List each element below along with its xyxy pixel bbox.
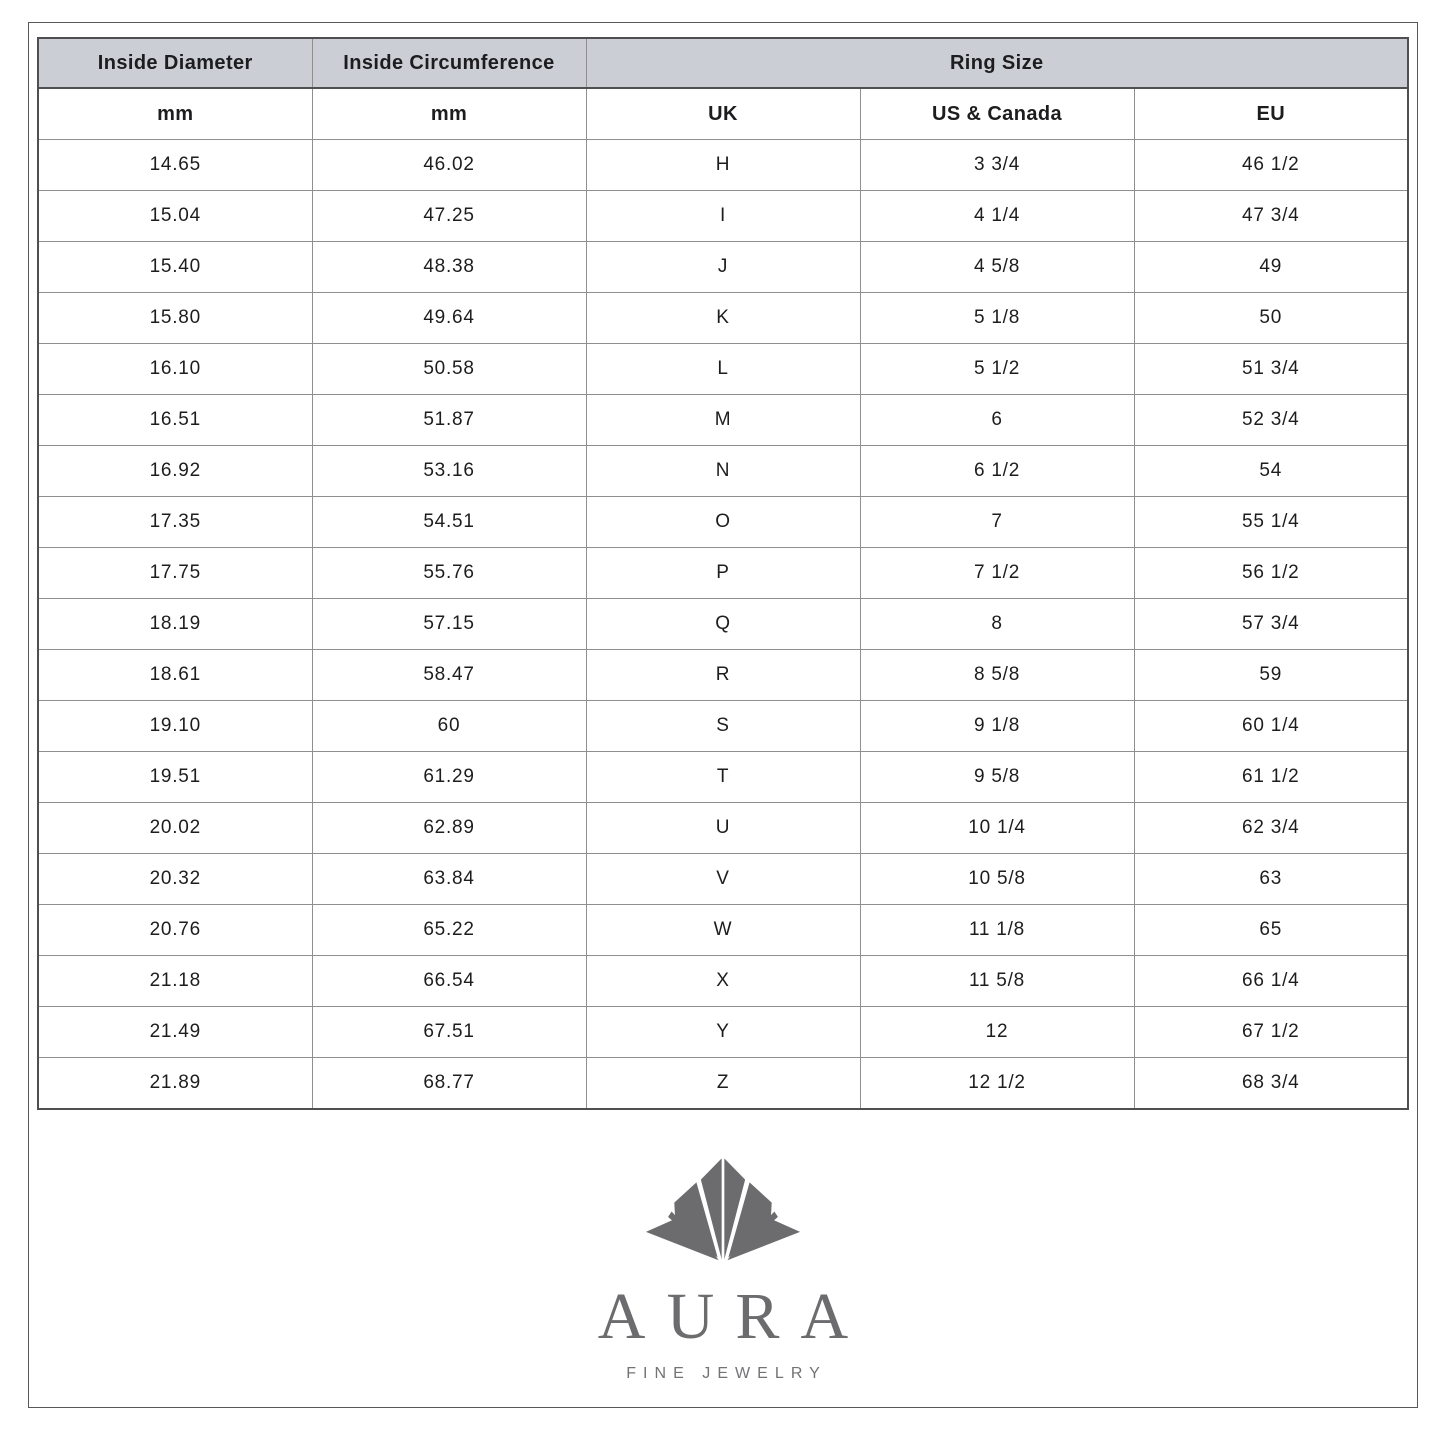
table-row	[38, 1007, 1408, 1058]
table-cell: 48.38	[312, 242, 586, 293]
header-us-canada: US & Canada	[860, 88, 1134, 140]
table-cell: 54	[1134, 446, 1408, 497]
table-row	[38, 803, 1408, 854]
table-row	[38, 242, 1408, 293]
table-row	[38, 956, 1408, 1007]
fan-lotus-icon	[623, 1146, 823, 1270]
table-cell: X	[586, 956, 860, 1007]
table-cell: 16.10	[38, 344, 312, 395]
table-cell: 67.51	[312, 1007, 586, 1058]
table-cell: 66.54	[312, 956, 586, 1007]
table-cell: 6 1/2	[860, 446, 1134, 497]
table-cell: 60 1/4	[1134, 701, 1408, 752]
table-cell: 51.87	[312, 395, 586, 446]
table-cell: 54.51	[312, 497, 586, 548]
brand-name: AURA	[597, 1280, 870, 1353]
table-cell: 5 1/8	[860, 293, 1134, 344]
table-cell: 11 1/8	[860, 905, 1134, 956]
table-cell: N	[586, 446, 860, 497]
table-cell: 14.65	[38, 140, 312, 191]
header-eu: EU	[1134, 88, 1408, 140]
outer-frame	[28, 22, 1418, 1408]
table-cell: 21.18	[38, 956, 312, 1007]
table-cell: V	[586, 854, 860, 905]
table-cell: 18.19	[38, 599, 312, 650]
table-cell: 7 1/2	[860, 548, 1134, 599]
table-cell: T	[586, 752, 860, 803]
table-row	[38, 752, 1408, 803]
table-cell: R	[586, 650, 860, 701]
table-cell: 61.29	[312, 752, 586, 803]
table-row	[38, 548, 1408, 599]
brand-tagline: FINE JEWELRY	[626, 1365, 827, 1382]
table-cell: 49	[1134, 242, 1408, 293]
table-cell: 65.22	[312, 905, 586, 956]
table-cell: 67 1/2	[1134, 1007, 1408, 1058]
table-cell: 17.35	[38, 497, 312, 548]
table-cell: W	[586, 905, 860, 956]
table-cell: 20.02	[38, 803, 312, 854]
table-cell: 4 5/8	[860, 242, 1134, 293]
table-cell: 6	[860, 395, 1134, 446]
table-cell: 63.84	[312, 854, 586, 905]
table-cell: I	[586, 191, 860, 242]
table-cell: P	[586, 548, 860, 599]
table-cell: K	[586, 293, 860, 344]
table-row	[38, 497, 1408, 548]
table-cell: 8	[860, 599, 1134, 650]
header-mm-diameter: mm	[38, 88, 312, 140]
table-cell: 46.02	[312, 140, 586, 191]
table-row	[38, 293, 1408, 344]
brand-logo	[37, 1146, 1409, 1382]
table-row	[38, 1058, 1408, 1110]
table-cell: 8 5/8	[860, 650, 1134, 701]
table-cell: 65	[1134, 905, 1408, 956]
table-cell: 55 1/4	[1134, 497, 1408, 548]
table-cell: 55.76	[312, 548, 586, 599]
table-cell: M	[586, 395, 860, 446]
table-row	[38, 701, 1408, 752]
table-cell: 53.16	[312, 446, 586, 497]
header-mm-circumference: mm	[312, 88, 586, 140]
table-cell: 15.80	[38, 293, 312, 344]
table-cell: 9 1/8	[860, 701, 1134, 752]
table-row	[38, 140, 1408, 191]
table-cell: 18.61	[38, 650, 312, 701]
table-cell: 47 3/4	[1134, 191, 1408, 242]
header-inside-circumference: Inside Circumference	[312, 38, 586, 88]
table-row	[38, 650, 1408, 701]
table-cell: 17.75	[38, 548, 312, 599]
header-unit-row	[38, 88, 1408, 140]
table-row	[38, 854, 1408, 905]
table-cell: L	[586, 344, 860, 395]
header-uk: UK	[586, 88, 860, 140]
table-cell: 12 1/2	[860, 1058, 1134, 1110]
table-cell: 68.77	[312, 1058, 586, 1110]
table-body	[38, 140, 1408, 1110]
table-cell: 62 3/4	[1134, 803, 1408, 854]
table-cell: 58.47	[312, 650, 586, 701]
table-row	[38, 446, 1408, 497]
table-cell: 16.51	[38, 395, 312, 446]
table-cell: 3 3/4	[860, 140, 1134, 191]
table-cell: 16.92	[38, 446, 312, 497]
table-cell: Z	[586, 1058, 860, 1110]
header-group-row	[38, 38, 1408, 88]
table-row	[38, 191, 1408, 242]
table-cell: 21.49	[38, 1007, 312, 1058]
table-cell: 11 5/8	[860, 956, 1134, 1007]
table-cell: 56 1/2	[1134, 548, 1408, 599]
table-cell: 66 1/4	[1134, 956, 1408, 1007]
table-row	[38, 395, 1408, 446]
header-inside-diameter: Inside Diameter	[38, 38, 312, 88]
table-cell: 9 5/8	[860, 752, 1134, 803]
table-cell: H	[586, 140, 860, 191]
table-cell: 47.25	[312, 191, 586, 242]
table-cell: 20.76	[38, 905, 312, 956]
table-cell: 62.89	[312, 803, 586, 854]
table-cell: 60	[312, 701, 586, 752]
table-cell: 46 1/2	[1134, 140, 1408, 191]
table-cell: 10 1/4	[860, 803, 1134, 854]
table-cell: 20.32	[38, 854, 312, 905]
table-cell: 4 1/4	[860, 191, 1134, 242]
table-cell: 19.51	[38, 752, 312, 803]
table-cell: 15.04	[38, 191, 312, 242]
table-cell: U	[586, 803, 860, 854]
table-cell: 57.15	[312, 599, 586, 650]
table-cell: 19.10	[38, 701, 312, 752]
table-cell: 63	[1134, 854, 1408, 905]
table-cell: 50	[1134, 293, 1408, 344]
table-cell: 61 1/2	[1134, 752, 1408, 803]
table-cell: J	[586, 242, 860, 293]
table-cell: 10 5/8	[860, 854, 1134, 905]
table-cell: 21.89	[38, 1058, 312, 1110]
table-cell: O	[586, 497, 860, 548]
table-cell: 51 3/4	[1134, 344, 1408, 395]
table-row	[38, 344, 1408, 395]
table-cell: Y	[586, 1007, 860, 1058]
table-row	[38, 905, 1408, 956]
table-cell: 12	[860, 1007, 1134, 1058]
table-row	[38, 599, 1408, 650]
table-cell: 57 3/4	[1134, 599, 1408, 650]
table-cell: 68 3/4	[1134, 1058, 1408, 1110]
table-cell: 59	[1134, 650, 1408, 701]
table-cell: 50.58	[312, 344, 586, 395]
table-cell: 7	[860, 497, 1134, 548]
table-cell: Q	[586, 599, 860, 650]
table-cell: 49.64	[312, 293, 586, 344]
table-cell: 5 1/2	[860, 344, 1134, 395]
table-cell: S	[586, 701, 860, 752]
header-ring-size: Ring Size	[586, 38, 1408, 88]
ring-size-table	[37, 37, 1409, 1110]
table-cell: 52 3/4	[1134, 395, 1408, 446]
table-cell: 15.40	[38, 242, 312, 293]
table-header	[38, 38, 1408, 140]
